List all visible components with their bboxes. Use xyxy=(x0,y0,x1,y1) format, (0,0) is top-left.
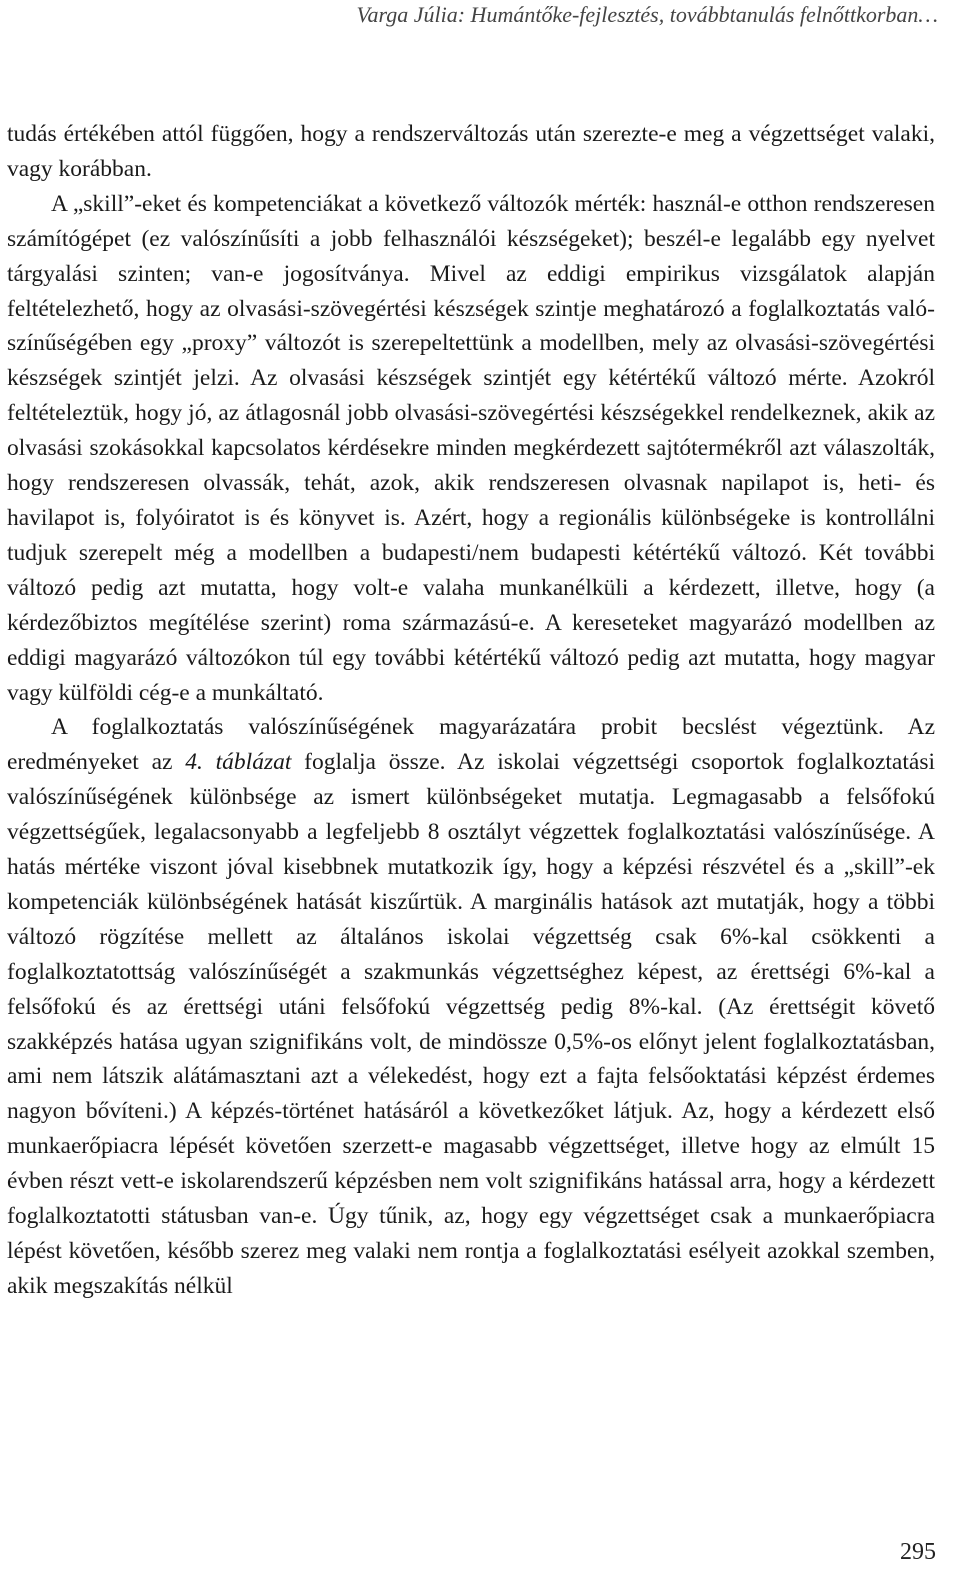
paragraph-text: A foglalkoztatás valószínűségének magyarázatára probit becslést végeztünk. Az eredményeket az xyxy=(7,714,935,776)
body-text xyxy=(7,117,935,1304)
running-header: Varga Júlia: Humántőke-fejlesztés, továbbtanulás felnőttkorban… xyxy=(356,2,938,27)
paragraph-continuation xyxy=(7,117,935,187)
page-number: 295 xyxy=(900,1539,936,1565)
paragraph-text: foglalja össze. Az iskolai végzettségi csoportok foglalkoztatási valószínűségének különbsége az ismert különbségeket mutatja. Legmagasabb a felsőfokú végzettségűek, legalacsonyabb a legfeljebb 8 osztályt végzettek foglalkoztatási valószínűsége. A hatás mértéke viszont jóval kisebbnek mutatkozik így, hogy a képzési részvétel és a „skill”-ek kompetenciák különbségének hatását kiszűrtük. A marginális hatások azt mutatják, hogy a többi változó rögzítése mellett az általános iskolai végzettség csak 6%-kal csökkenti a foglalkoztatottság valószínűségét a szakmunkás végzettséghez képest, az érettségi 6%-kal a felsőfokú és az érettségi utáni felsőfokú végzettség pedig 8%-kal. (Az érettségit követő szakképzés hatása ugyan szignifikáns volt, de mindössze 0,5%-os előnyt jelent foglalkoztatásban, ami nem látszik alátámasztani azt a vélekedést, hogy ezt a fajta felsőoktatási képzést érdemes nagyon bővíteni.) A képzés-történet hatásáról a következőket látjuk. Az, hogy a kérdezett első munkaerőpiacra lépését követően szerzett-e magasabb végzettséget, illetve hogy az elmúlt 15 évben részt vett-e iskolarendszerű képzésben nem volt szignifikáns hatással arra, hogy a kérdezett foglalkoztatotti státusban van-e. Úgy tűnik, az, hogy egy végzettséget csak a munkaerőpiacra lépést követően, később szerez meg valaki nem rontja a foglalkoztatási esélyeit azokkal szemben, akik megszakítás nélkül xyxy=(7,749,935,1299)
paragraph-skills xyxy=(7,187,935,711)
table-reference: 4. táblázat xyxy=(185,749,292,776)
paragraph-text: A „skill”-eket és kompetenciákat a következő változók mérték: használ-e otthon rendszeresen számítógépet (ez valószínűsíti a jobb felhasználói készségeket); beszél-e legalább egy nyelvet tárgyalási szinten; van-e jogosítványa. Mivel az eddigi empirikus vizsgálatok alapján feltételezhető, hogy az olvasási-szövegértési készségek szintje meghatározó a foglalkoztatás valószínűségében egy „proxy” változót is szerepeltettünk a modellben, mely az olvasási-szövegértési készségek szintjét jelzi. Az olvasási készségek szintjét egy kétértékű változó mérte. Azokról feltételeztük, hogy jó, az átlagosnál jobb olvasási-szövegértési készségekkel rendelkeznek, akik az olvasási szokásokkal kapcsolatos kérdésekre minden megkérdezett sajtótermékről azt válaszolták, hogy rendszeresen olvassák, tehát, azok, akik rendszeresen olvasnak napilapot is, heti- és havilapot is, folyóiratot is és könyvet is. Azért, hogy a regionális különbségeke is kontrollálni tudjuk szerepelt még a modellben a budapesti/nem budapesti kétértékű változó. Két további változó pedig azt mutatta, hogy volt-e valaha munkanélküli a kérdezett, illetve, hogy (a kérdezőbiztos megítélése szerint) roma származású-e. A kereseteket magyarázó modellben az eddigi magyarázó változókon túl egy további kétértékű változó pedig azt mutatta, hogy magyar vagy külföldi cég-e a munkáltató. xyxy=(7,190,935,706)
paragraph-employment xyxy=(7,710,935,1303)
paragraph-text: tudás értékében attól függően, hogy a rendszerváltozás után szerezte-e meg a végzettséget valaki, vagy korábban. xyxy=(7,121,935,182)
